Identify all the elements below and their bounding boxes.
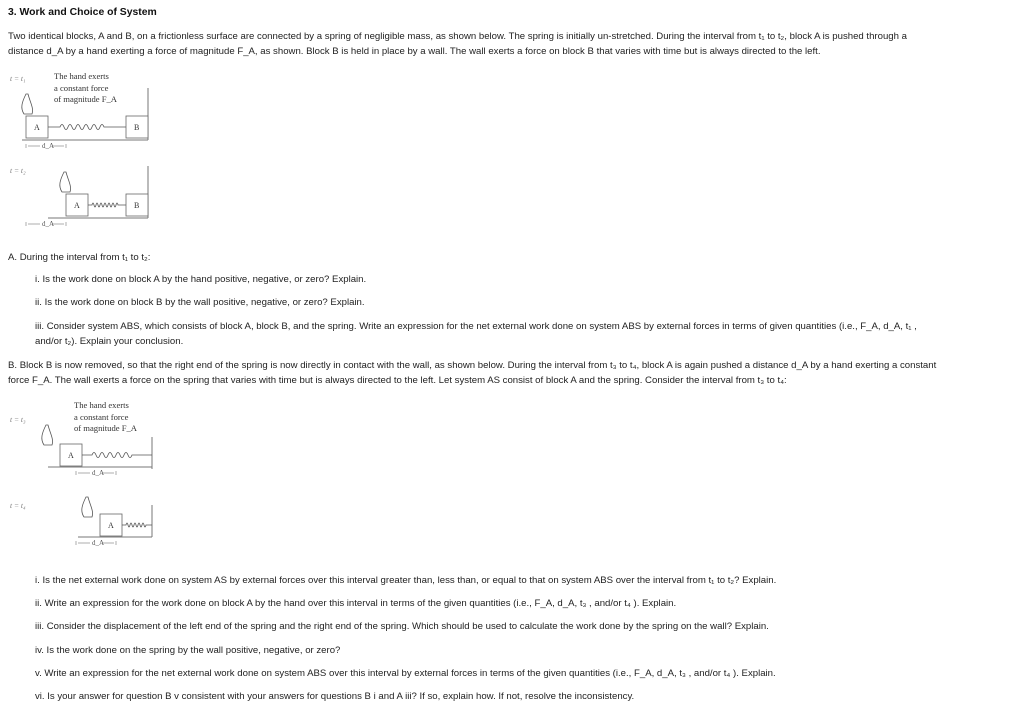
- caption-line: The hand exerts: [74, 400, 129, 410]
- question-b-iv: iv. Is the work done on the spring by the wall positive, negative, or zero?: [35, 645, 341, 656]
- distance-label: d_A: [92, 539, 105, 547]
- caption-line: of magnitude F_A: [74, 423, 138, 433]
- block-b-label: B: [134, 123, 140, 132]
- caption-line: The hand exerts: [54, 71, 109, 81]
- part-b-intro: [8, 359, 1013, 388]
- hand-icon: [82, 497, 93, 517]
- question-b-iii: iii. Consider the displacement of the left end of the spring and the right end of the spring. Which should be used to calculate the work done by the spring on the wall? Explain.: [35, 621, 769, 632]
- question-a-ii: ii. Is the work done on block B by the wall positive, negative, or zero? Explain.: [35, 297, 365, 308]
- figure1-drawing: [8, 68, 178, 238]
- figure2-drawing: [8, 397, 178, 567]
- caption-line: of magnitude F_A: [54, 94, 118, 104]
- intro-line: force F_A. The wall exerts a force on the spring that varies with time but is always directed to the left. Let system AS consist of block A and the spring. Consider the interval from t₃ to t₄:: [8, 374, 787, 386]
- intro-line: distance d_A by a hand exerting a force of magnitude F_A, as shown. Block B is held in place by a wall. The wall exerts a force on block B that varies with time but is always directed to the left.: [8, 45, 821, 57]
- question-b-i: i. Is the net external work done on system AS by external forces over this interval greater than, less than, or equal to that on system ABS over the interval from t₁ to t₂? Explain.: [35, 575, 777, 586]
- question-b-v: v. Write an expression for the net external work done on system ABS over this interval by external forces in terms of the given quantities (i.e., F_A, d_A, t₃ , and/or t₄ ). Explain.: [35, 668, 776, 679]
- hand-icon: [60, 172, 71, 192]
- spring-compressed: [122, 523, 152, 527]
- caption-line: a constant force: [54, 82, 109, 93]
- intro-line: Two identical blocks, A and B, on a frictionless surface are connected by a spring of negligible mass, as shown below. The spring is initially un-stretched. During the interval from t₁ to t₂, block A is pushed through a: [8, 31, 907, 42]
- spring: [82, 453, 152, 458]
- question-line: iii. Consider system ABS, which consists of block A, block B, and the spring. Write an expression for the net external work done on system ABS by external forces in terms of given quantities (i.e., F_A, d_A, t₁ ,: [35, 321, 917, 332]
- t2-label: t = t₂: [10, 166, 26, 175]
- hand-icon: [22, 94, 33, 114]
- intro-paragraph: [8, 30, 1013, 59]
- block-a-label: A: [108, 521, 114, 530]
- figure-2: [8, 397, 178, 567]
- t1-label: t = t₁: [10, 74, 26, 83]
- question-a-iii: [35, 320, 1010, 349]
- question-b-vi: vi. Is your answer for question B v consistent with your answers for questions B i and A iii? If so, explain how. If not, resolve the inconsistency.: [35, 691, 635, 702]
- distance-label: d_A: [42, 220, 55, 228]
- t3-label: t = t₃: [10, 415, 26, 424]
- part-a-heading: A. During the interval from t₁ to t₂:: [8, 252, 151, 263]
- intro-line: B. Block B is now removed, so that the right end of the spring is now directly in contact with the wall, as shown below. During the interval from t₃ to t₄, block A is again pushed a distance d_A by a hand exerting a constant: [8, 360, 937, 371]
- hand-icon: [42, 425, 53, 445]
- block-b-label: B: [134, 201, 140, 210]
- block-a-label: A: [74, 201, 80, 210]
- question-a-i: i. Is the work done on block A by the hand positive, negative, or zero? Explain.: [35, 274, 367, 285]
- spring-compressed: [88, 203, 126, 207]
- block-a-label: A: [68, 451, 74, 460]
- t4-label: t = t₄: [10, 501, 26, 510]
- question-b-ii: ii. Write an expression for the work done on block A by the hand over this interval in terms of the given quantities (i.e., F_A, d_A, t₃ , and/or t₄ ). Explain.: [35, 598, 677, 609]
- figure-1: [8, 68, 178, 238]
- block-a-label: A: [34, 123, 40, 132]
- distance-label: d_A: [92, 469, 105, 477]
- question-line: and/or t₂). Explain your conclusion.: [35, 335, 184, 347]
- distance-label: d_A: [42, 142, 55, 150]
- caption-line: a constant force: [74, 411, 129, 422]
- page-title: 3. Work and Choice of System: [8, 7, 157, 18]
- spring: [48, 125, 126, 130]
